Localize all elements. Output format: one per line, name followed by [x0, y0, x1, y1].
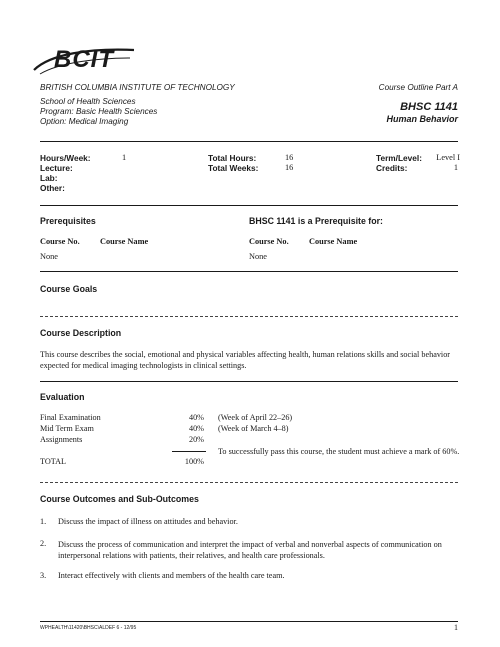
- credits-value: 1: [453, 163, 458, 172]
- description-rule: [40, 381, 458, 382]
- prerequisite-for-title: BHSC 1141 is a Prerequisite for:: [249, 216, 383, 226]
- outcomes-title: Course Outcomes and Sub-Outcomes: [40, 494, 199, 504]
- outcome-1-number: 1.: [40, 517, 47, 526]
- header-rule: [40, 141, 458, 142]
- hours-week-label: Hours/Week:: [40, 153, 91, 163]
- footer-file-ref: WPHEALTH\11420\BHSC\ALDEF 6 - 12/95: [40, 625, 137, 631]
- program-name: Program: Basic Health Sciences: [40, 107, 158, 116]
- outcome-2-number: 2.: [40, 539, 47, 548]
- eval-midterm-label: Mid Term Exam: [40, 424, 94, 433]
- institute-name: BRITISH COLUMBIA INSTITUTE OF TECHNOLOGY: [40, 83, 235, 92]
- outline-label: Course Outline Part A: [378, 83, 458, 92]
- term-label: Term/Level:: [376, 153, 422, 163]
- option-name: Option: Medical Imaging: [40, 117, 129, 126]
- total-weeks-label: Total Weeks:: [208, 163, 259, 173]
- term-value: Level I: [436, 153, 460, 162]
- outcome-1-text: Discuss the impact of illness on attitudes and behavior.: [58, 517, 238, 526]
- eval-pass-note: To successfully pass this course, the student must achieve a mark of 60%.: [218, 447, 460, 456]
- eval-midterm-note: (Week of March 4–8): [218, 424, 289, 433]
- eval-final-percent: 40%: [188, 413, 204, 422]
- prerequisites-title: Prerequisites: [40, 216, 96, 226]
- course-goals-title: Course Goals: [40, 284, 98, 294]
- prereq-col-course-no: Course No.: [40, 237, 80, 246]
- eval-total-percent: 100%: [184, 457, 204, 466]
- prereq-col-course-name: Course Name: [100, 237, 149, 246]
- total-hours-value: 16: [285, 153, 294, 162]
- eval-midterm-percent: 40%: [188, 424, 204, 433]
- footer-page-number: 1: [454, 623, 458, 632]
- course-description-text: This course describes the social, emotional and physical variables affecting health, human relations skills and social behavior expected for medical imaging technologists in clinical settings.: [40, 350, 451, 370]
- total-weeks-value: 16: [285, 163, 294, 172]
- eval-final-label: Final Examination: [40, 413, 101, 422]
- outcome-3-text: Interact effectively with clients and members of the health care team.: [58, 571, 285, 580]
- prereq-for-none: None: [249, 252, 267, 261]
- credits-label: Credits:: [376, 163, 408, 173]
- prereq-none: None: [40, 252, 58, 261]
- footer-rule: [40, 621, 458, 622]
- prereq-for-col-course-name: Course Name: [309, 237, 358, 246]
- outcome-2-text: Discuss the process of communication and interpret the impact of verbal and nonverbal aspects of communication on interpersonal relations with patients, their relatives, and health care professionals.: [58, 540, 442, 560]
- eval-assignments-label: Assignments: [40, 435, 83, 444]
- course-description-title: Course Description: [40, 328, 122, 338]
- prereq-rule: [40, 271, 458, 272]
- course-code: BHSC 1141: [400, 101, 458, 113]
- goals-rule: [40, 316, 458, 317]
- lecture-label: Lecture:: [40, 163, 73, 173]
- bcit-logo-text: BCIT: [54, 46, 114, 73]
- course-title: Human Behavior: [386, 114, 458, 124]
- evaluation-title: Evaluation: [40, 392, 85, 402]
- hours-rule: [40, 205, 458, 206]
- outcome-3-number: 3.: [40, 571, 47, 580]
- total-hours-label: Total Hours:: [208, 153, 257, 163]
- bcit-logo: [30, 40, 140, 80]
- eval-total-underline: [172, 451, 206, 452]
- school-name: School of Health Sciences: [40, 97, 136, 106]
- lab-label: Lab:: [40, 173, 58, 183]
- eval-final-note: (Week of April 22–26): [218, 413, 293, 422]
- evaluation-rule: [40, 482, 458, 483]
- other-label: Other:: [40, 183, 65, 193]
- prereq-for-col-course-no: Course No.: [249, 237, 289, 246]
- eval-assignments-percent: 20%: [188, 435, 204, 444]
- hours-week-value: 1: [122, 153, 127, 162]
- eval-total-label: TOTAL: [40, 457, 67, 466]
